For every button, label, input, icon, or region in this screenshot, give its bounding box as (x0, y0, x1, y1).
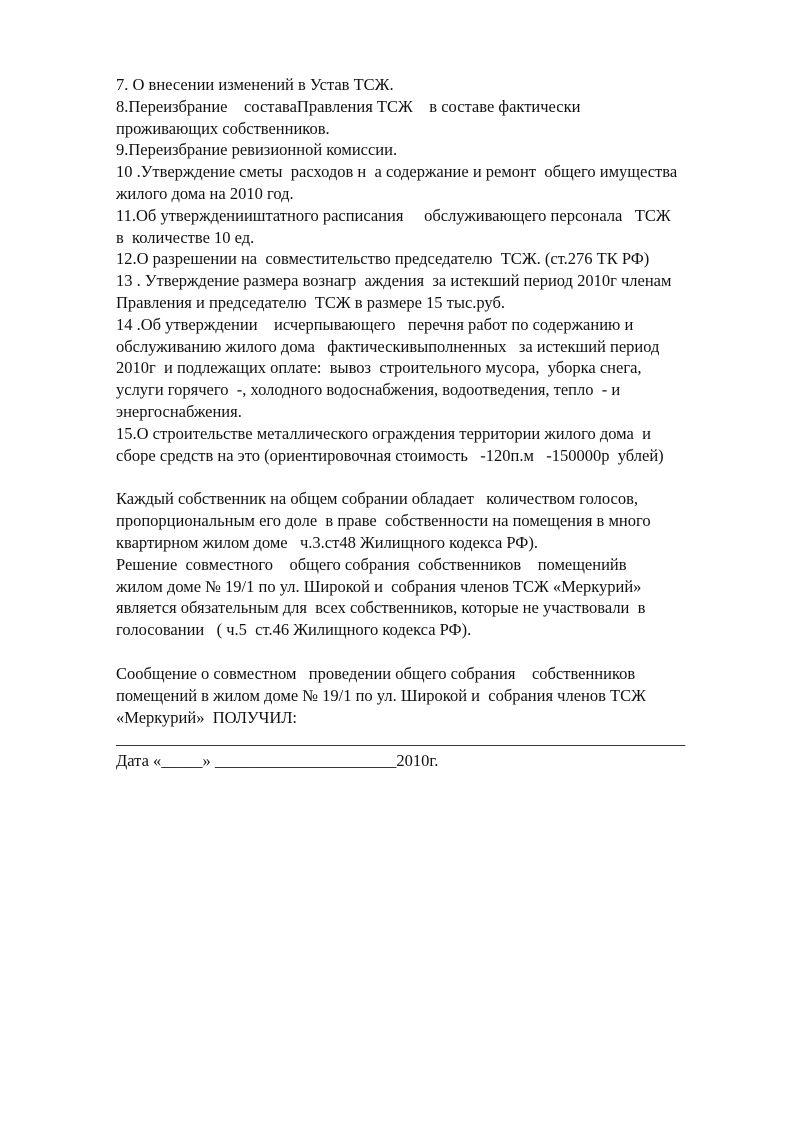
agenda-item-14-cont: услуги горячего -, холодного водоснабжения, водоотведения, тепло - и (116, 380, 621, 400)
voting-line: жилом доме № 19/1 по ул. Широкой и собрания членов ТСЖ «Меркурий» (116, 576, 642, 596)
spacer (116, 641, 756, 663)
agenda-item-13: 13 . Утверждение размера вознагр аждения за истекший период 2010г членам (116, 271, 672, 291)
receipt-paragraph (116, 663, 756, 772)
agenda-item-11-cont: в количестве 10 ед. (116, 227, 255, 247)
date-line: Дата «_____» ______________________2010г. (116, 751, 439, 771)
receipt-line: помещений в жилом доме № 19/1 по ул. Широкой и собрания членов ТСЖ (116, 685, 646, 705)
agenda-item-14-cont: 2010г и подлежащих оплате: вывоз строительного мусора, уборка снега, (116, 358, 642, 378)
spacer (116, 466, 756, 488)
voting-line: Решение совместного общего собрания собственников помещенийв (116, 554, 627, 574)
voting-line: является обязательным для всех собственников, которые не участвовали в (116, 598, 646, 618)
agenda-item-8: 8.Переизбрание составаПравления ТСЖ в составе фактически (116, 96, 581, 116)
receipt-line: «Меркурий» ПОЛУЧИЛ: (116, 707, 298, 727)
agenda-list (116, 74, 756, 466)
voting-line: квартирном жилом доме ч.3.ст48 Жилищного кодекса РФ). (116, 532, 538, 552)
receipt-line: Сообщение о совместном проведении общего собрания собственников (116, 663, 636, 683)
agenda-item-14: 14 .Об утверждении исчерпывающего перечня работ по содержанию и (116, 314, 634, 334)
agenda-item-10: 10 .Утверждение сметы расходов н а содержание и ремонт общего имущества (116, 162, 678, 182)
agenda-item-9: 9.Переизбрание ревизионной комиссии. (116, 140, 398, 160)
agenda-item-7: 7. О внесении изменений в Устав ТСЖ. (116, 75, 394, 94)
agenda-item-13-cont: Правления и председателю ТСЖ в размере 15 тыс.руб. (116, 292, 505, 312)
agenda-item-10-cont: жилого дома на 2010 год. (116, 183, 294, 203)
agenda-item-15: 15.О строительстве металлического ограждения территории жилого дома и (116, 423, 651, 443)
voting-line: голосовании ( ч.5 ст.46 Жилищного кодекса РФ). (116, 620, 472, 640)
agenda-item-11: 11.Об утвержденииштатного расписания обслуживающего персонала ТСЖ (116, 205, 671, 225)
voting-line: пропорциональным его доле в праве собственности на помещения в много (116, 511, 651, 531)
signature-line: _____________________________________________________________________ (116, 729, 686, 749)
voting-line: Каждый собственник на общем собрании обладает количеством голосов, (116, 489, 638, 509)
agenda-item-8-cont: проживающих собственников. (116, 118, 330, 138)
agenda-item-12: 12.О разрешении на совместительство председателю ТСЖ. (ст.276 ТК РФ) (116, 249, 650, 269)
agenda-item-14-cont: энергоснабжения. (116, 401, 242, 421)
agenda-item-15-cont: сборе средств на это (ориентировочная стоимость -120п.м -150000р ублей) (116, 445, 664, 465)
document-page (116, 74, 756, 772)
agenda-item-14-cont: обслуживанию жилого дома фактическивыполненных за истекший период (116, 336, 660, 356)
voting-paragraph (116, 488, 756, 641)
